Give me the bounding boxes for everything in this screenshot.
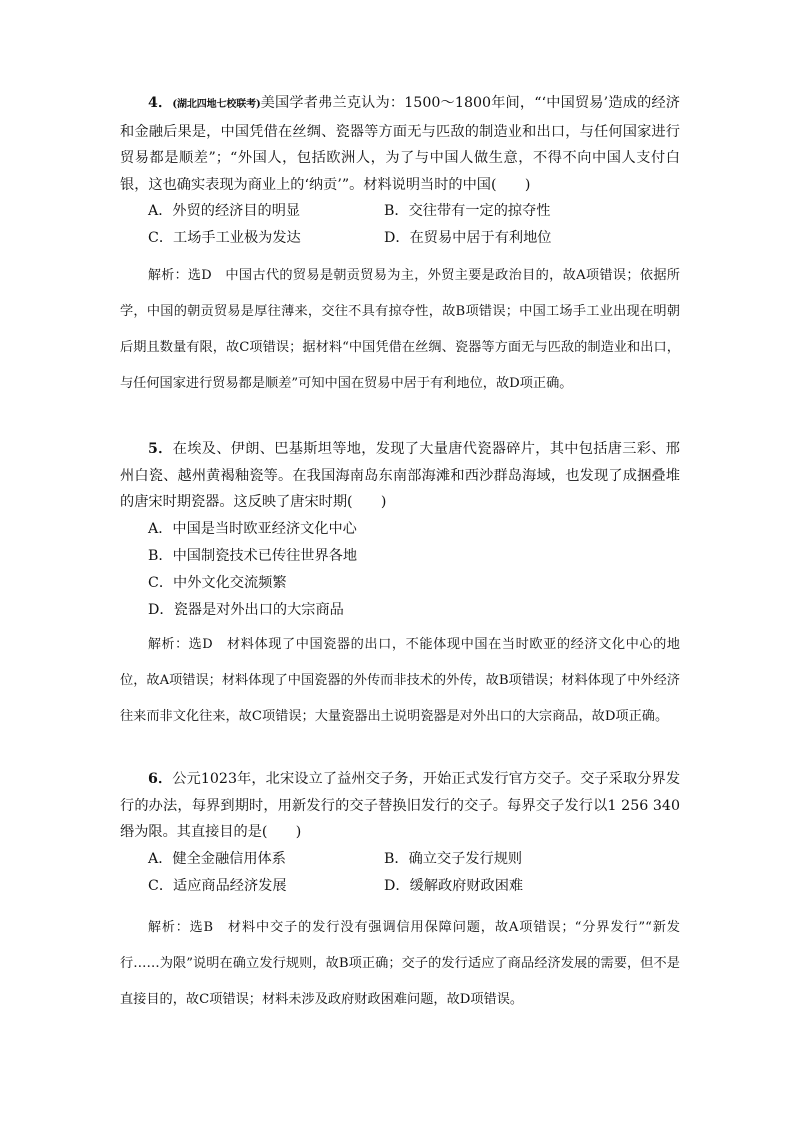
question-6 bbox=[120, 766, 680, 900]
option-d: D．缓解政府财政困难 bbox=[384, 877, 524, 894]
option-b: B．交往带有一定的掠夺性 bbox=[384, 203, 551, 219]
analysis-tag: 解析：选D bbox=[148, 268, 212, 283]
analysis-tag: 解析：选B bbox=[148, 920, 213, 935]
question-6-analysis bbox=[120, 910, 680, 1018]
question-number: 5． bbox=[148, 441, 173, 457]
analysis-text: 中国古代的贸易是朝贡贸易为主，外贸主要是政治目的，故A项错误；依据所学，中国的朝贡贸易是厚往薄来，交往不具有掠夺性，故B项错误；中国工场手工业出现在明朝后期且数量有限，故C项错误；据材料“中国凭借在丝绸、瓷器等方面无与匹敌的制造业和出口，与任何国家进行贸易都是顺差”可知中国在贸易中居于有利地位，故D项正确。 bbox=[120, 268, 680, 391]
option-d: D．瓷器是对外出口的大宗商品 bbox=[148, 601, 344, 618]
question-4-stem bbox=[120, 90, 680, 198]
question-number: 4． bbox=[148, 95, 173, 111]
question-6-stem bbox=[120, 766, 680, 846]
analysis-tag: 解析：选D bbox=[148, 637, 213, 652]
question-4-analysis bbox=[120, 258, 680, 402]
question-5 bbox=[120, 436, 680, 624]
question-text: 美国学者弗兰克认为：1500～1800年间，“‘中国贸易’造成的经济和金融后果是，中国凭借在丝绸、瓷器等方面无与匹敌的制造业和出口，与任何国家进行贸易都是顺差”；“外国人，包括欧洲人，为了与中国人做生意，不得不向中国人支付白银，这也确实表现为商业上的‘纳贡’”。材料说明当时的中国( ) bbox=[120, 95, 680, 193]
question-4-options bbox=[120, 198, 680, 252]
option-a: A．外贸的经济目的明显 bbox=[148, 203, 301, 219]
option-c: C．中外文化交流频繁 bbox=[148, 574, 287, 591]
question-number: 6． bbox=[148, 771, 173, 787]
question-text: 公元1023年，北宋设立了益州交子务，开始正式发行官方交子。交子采取分界发行的办法，每界到期时，用新发行的交子替换旧发行的交子。每界交子发行以1 256 340缗为限。其直接目的是( ) bbox=[120, 771, 681, 840]
option-a: A．健全金融信用体系 bbox=[148, 850, 286, 867]
option-c: C．适应商品经济发展 bbox=[148, 877, 287, 894]
analysis-text: 材料体现了中国瓷器的出口，不能体现中国在当时欧亚的经济文化中心的地位，故A项错误；材料体现了中国瓷器的外传而非技术的外传，故B项错误；材料体现了中外经济往来而非文化往来，故C项错误；大量瓷器出土说明瓷器是对外出口的大宗商品，故D项正确。 bbox=[120, 637, 680, 724]
question-5-analysis bbox=[120, 627, 680, 735]
option-d: D．在贸易中居于有利地位 bbox=[384, 230, 552, 246]
question-5-stem bbox=[120, 436, 680, 516]
option-c: C．工场手工业极为发达 bbox=[148, 230, 301, 246]
question-5-options bbox=[120, 516, 680, 624]
analysis-text: 材料中交子的发行没有强调信用保障问题，故A项错误；“分界发行”“新发行……为限”说明在确立发行规则，故B项正确；交子的发行适应了商品经济发展的需要，但不是直接目的，故C项错误；材料未涉及政府财政困难问题，故D项错误。 bbox=[120, 920, 680, 1007]
question-4 bbox=[120, 90, 680, 252]
question-text: 在埃及、伊朗、巴基斯坦等地，发现了大量唐代瓷器碎片，其中包括唐三彩、邢州白瓷、越州黄褐釉瓷等。在我国海南岛东南部海滩和西沙群岛海域，也发现了成捆叠堆的唐宋时期瓷器。这反映了唐宋时期( ) bbox=[120, 441, 680, 510]
option-b: B．确立交子发行规则 bbox=[384, 850, 523, 867]
question-6-options bbox=[120, 846, 680, 900]
question-source: (湖北四地七校联考) bbox=[172, 99, 261, 110]
option-b: B．中国制瓷技术已传往世界各地 bbox=[148, 547, 358, 564]
option-a: A．中国是当时欧亚经济文化中心 bbox=[148, 520, 357, 537]
